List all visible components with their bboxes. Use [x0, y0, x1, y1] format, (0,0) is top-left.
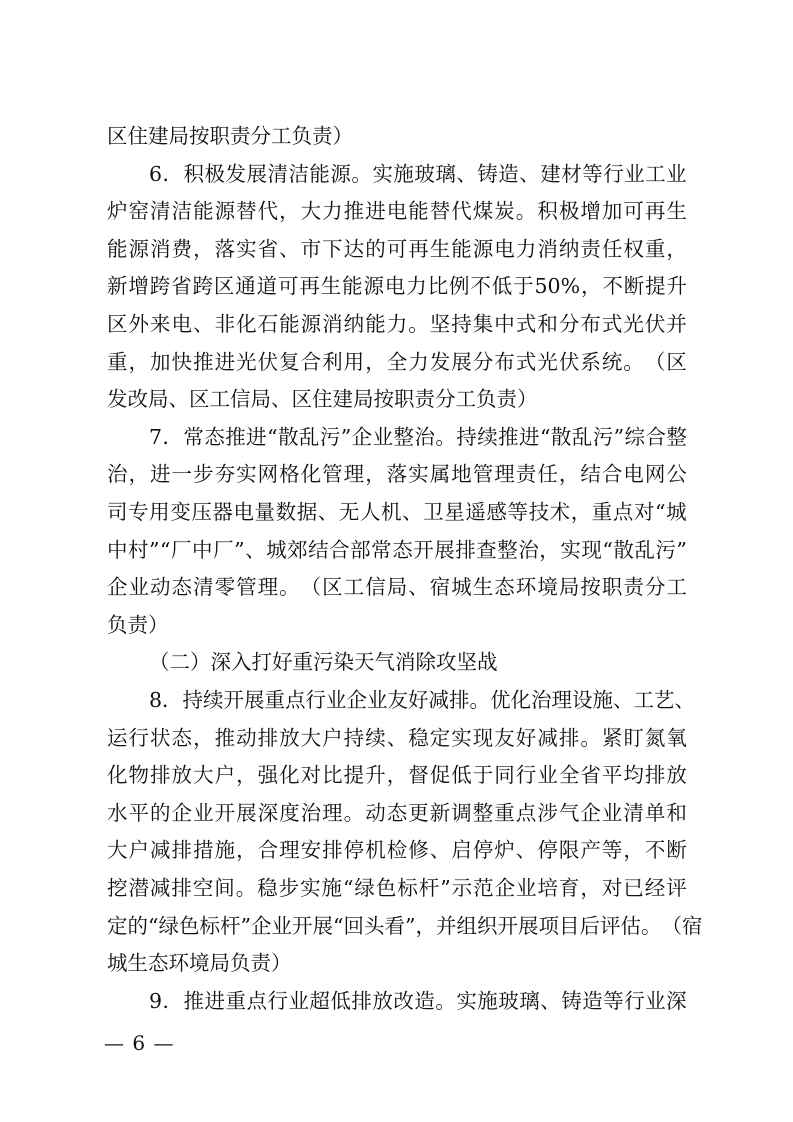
text-line: 负责） [107, 613, 169, 637]
text-line: 中 村 ” “ 厂 中 厂 ” 、 城 郊 结 合 部 常 态 开 展 排 查 整 治 ， 实 现 “ 散 乱 污 ” [107, 538, 687, 562]
text-line: 司 专 用 变 压 器 电 量 数 据 、 无 人 机 、 卫 星 遥 感 等 技 术 ， 重 点 对 “ 城 [107, 500, 687, 524]
text-line: 化 物 排 放 大 户 ， 强 化 对 比 提 升 ， 督 促 低 于 同 行 业 全 省 平 均 排 放 [107, 763, 687, 787]
text-line: 运 行 状 态 ， 推 动 排 放 大 户 持 续 、 稳 定 实 现 友 好 减 排 。 紧 盯 氮 氧 [107, 726, 687, 750]
text-line: 重 ， 加 快 推 进 光 伏 复 合 利 用 ， 全 力 发 展 分 布 式 光 伏 系 统 。 （ 区 [107, 350, 687, 374]
text-line: 区住建局按职责分工负责） [107, 124, 353, 148]
text-line: 区 外 来 电 、 非 化 石 能 源 消 纳 能 力 。 坚 持 集 中 式 和 分 布 式 光 伏 并 [107, 312, 687, 336]
section-heading: （二）深入打好重污染天气消除攻坚战 [149, 650, 498, 674]
text-line: 8 ． 持 续 开 展 重 点 行 业 企 业 友 好 减 排 。 优 化 治 理 设 施 、 工 艺 、 [149, 688, 696, 712]
text-line: 治 ， 进 一 步 夯 实 网 格 化 管 理 ， 落 实 属 地 管 理 责 任 ， 结 合 电 网 公 [107, 462, 687, 486]
text-line: 炉 窑 清 洁 能 源 替 代 ， 大 力 推 进 电 能 替 代 煤 炭 。 积 极 增 加 可 再 生 [107, 199, 687, 223]
text-line: 水 平 的 企 业 开 展 深 度 治 理 。 动 态 更 新 调 整 重 点 涉 气 企 业 清 单 和 [107, 801, 687, 825]
text-line: 能 源 消 费 ， 落 实 省 、 市 下 达 的 可 再 生 能 源 电 力 消 纳 责 任 权 重 ， [107, 237, 687, 261]
text-line: 大 户 减 排 措 施 ， 合 理 安 排 停 机 检 修 、 启 停 炉 、 停 限 产 等 ， 不 断 [107, 838, 687, 862]
text-line: 定 的 “ 绿 色 标 杆 ” 企 业 开 展 “ 回 头 看 ” ， 并 组 织 开 展 项 目 后 评 估 。 （ 宿 [107, 914, 703, 938]
text-line: 9 ． 推 进 重 点 行 业 超 低 排 放 改 造 。 实 施 玻 璃 、 铸 造 等 行 业 深 [149, 989, 687, 1013]
text-line: 城生态环境局负责） [107, 951, 292, 975]
page-number: — 6 — [104, 1031, 175, 1055]
text-line: 挖 潜 减 排 空 间 。 稳 步 实 施 “ 绿 色 标 杆 ” 示 范 企 业 培 育 ， 对 已 经 评 [107, 876, 687, 900]
text-line: 发改局、区工信局、区住建局按职责分工负责） [107, 387, 538, 411]
text-line: 企 业 动 态 清 零 管 理 。 （ 区 工 信 局 、 宿 城 生 态 环 境 局 按 职 责 分 工 [107, 575, 687, 599]
text-line: 7 ． 常 态 推 进 “ 散 乱 污 ” 企 业 整 治 。 持 续 推 进 “ 散 乱 污 ” 综 合 整 [149, 425, 687, 449]
text-line: 6 ． 积 极 发 展 清 洁 能 源 。 实 施 玻 璃 、 铸 造 、 建 材 等 行 业 工 业 [149, 162, 687, 186]
text-line: 新 增 跨 省 跨 区 通 道 可 再 生 能 源 电 力 比 例 不 低 于 50% ， 不 断 提 升 [107, 274, 687, 298]
